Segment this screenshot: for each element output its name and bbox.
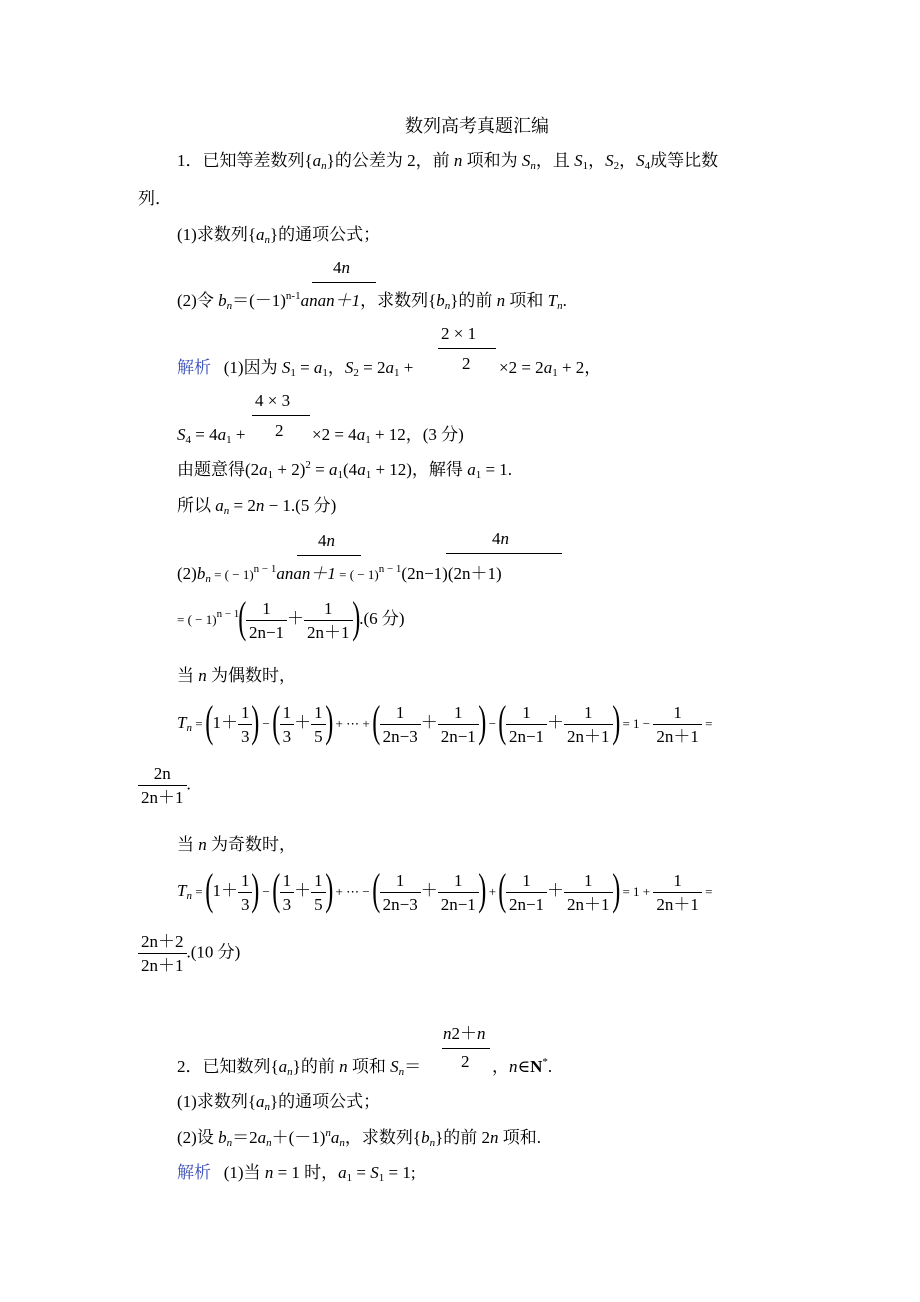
solution-1-an: 所以 $a_n = 2n - 1.(5$ 分) <box>177 496 337 517</box>
q2-fraction-numerator: 4n <box>333 258 350 277</box>
problem-2-stem-tail: ，n∈N*. <box>492 1056 553 1076</box>
p2-frac-denominator: 2 <box>461 1052 470 1071</box>
frac-2x1-bar <box>438 348 496 349</box>
bn-frac-2-bar <box>446 553 562 554</box>
tn-even-result: $\frac{2n}{2n+1}$ . <box>138 765 191 806</box>
frac-2x1-denominator: 2 <box>462 354 471 373</box>
solution-1-s4-tail: $\times 2 = 4a_1 + 12$，(3 分) <box>312 425 464 446</box>
bn-frac-1-bar <box>297 555 361 556</box>
solution-1-line-1-tail: $\times 2 = 2a_1 + 2$， <box>499 358 602 379</box>
problem-2-stem: 2．已知数列$\{a_n\}$的前 n 项和 $S_n=$ <box>177 1057 422 1078</box>
solution-1-equation: 由题意得$(2a_1 + 2)^2 = a_1(4a_1 + 12)$，解得 $a_1 = 1$. <box>177 459 513 481</box>
tn-even-expression: $T_n = (1+$ $\frac{1}{3}$ ) − ( $\frac{1}{3}$ ＋ $\frac{1}{5}$ ) + ⋯ + ( $\frac{1}{2n-3}$ ＋ $\frac{1}{2n-1}$ ) − ( $\frac{1}{2n-1}$ ＋ $\frac{1}{2n+1}$ ) = 1 − $\frac{1}{2n+1}$ = <box>177 697 713 746</box>
problem-1-stem: 1．已知等差数列$\{a_n\}$的公差为 2，前 n 项和为 $S_n$，且 $S_1$，$S_2$，$S_4$成等比数 <box>177 151 719 172</box>
solution-label: 解析 <box>177 358 211 377</box>
solution-1-s4: $S_4 = 4a_1$ + <box>177 425 246 446</box>
frac-4x3-bar <box>252 415 310 416</box>
solution-label-2: 解析 <box>177 1163 211 1182</box>
q2-fraction-bar <box>312 282 376 283</box>
tn-odd-expression: $T_n = (1+$ $\frac{1}{3}$ ) − ( $\frac{1}{3}$ ＋ $\frac{1}{5}$ ) + ⋯ − ( $\frac{1}{2n-3}$ ＋ $\frac{1}{2n-1}$ ) + ( $\frac{1}{2n-1}$ ＋ $\frac{1}{2n+1}$ ) = 1 + $\frac{1}{2n+1}$ = <box>177 865 713 914</box>
solution-2-bn-expanded: = ( − 1)$^{n - 1}$( $\frac{1}{2n-1}$ ＋ $\frac{1}{2n+1}$ ).(6 分) <box>177 593 405 642</box>
tn-odd-result: $\frac{2n+2}{2n+1}$ .(10 分) <box>138 933 240 974</box>
bn-frac-2-numerator: 4n <box>492 529 509 548</box>
problem-1-stem-cont: 列． <box>138 189 172 208</box>
frac-2x1-numerator: 2 × 1 <box>441 324 477 343</box>
problem-2-question-1: (1)求数列$\{a_n\}$的通项公式； <box>177 1092 381 1113</box>
solution-2-bn: $(2)b_n$ = ( − 1)$^{n - 1}$anan＋1 = ( − 1)$^{n - 1}$(2n−1)(2n＋1) <box>177 563 502 585</box>
solution-p2-line-1: 解析 (1)当 n = 1 时，$a_1 = S_1 = 1$; <box>177 1163 416 1184</box>
bn-frac-1-numerator: 4n <box>318 531 335 550</box>
p2-frac-bar <box>442 1048 490 1049</box>
frac-4x3-numerator: 4 × 3 <box>255 391 291 410</box>
solution-1-line-1: 解析 (1)因为 $S_1 = a_1$，$S_2 = 2a_1$ + <box>177 358 414 379</box>
case-even-label: 当 n 为偶数时， <box>177 666 296 685</box>
problem-2-question-2: (2)设 $b_n=2a_n+(-1)^na_n$，求数列$\{b_n\}$的前 2n 项和. <box>177 1127 541 1149</box>
frac-4x3-denominator: 2 <box>275 421 284 440</box>
p2-frac-numerator: n2＋n <box>443 1024 486 1043</box>
problem-1-question-1: (1)求数列$\{a_n\}$的通项公式； <box>177 225 381 246</box>
case-odd-label: 当 n 为奇数时， <box>177 835 296 854</box>
problem-1-question-2: (2)令 $b_n=(-1)^{n-1}anan+1$，求数列$\{b_n\}$的前 n 项和 $T_n$. <box>177 290 567 312</box>
page-title: 数列高考真题汇编 <box>405 116 549 136</box>
